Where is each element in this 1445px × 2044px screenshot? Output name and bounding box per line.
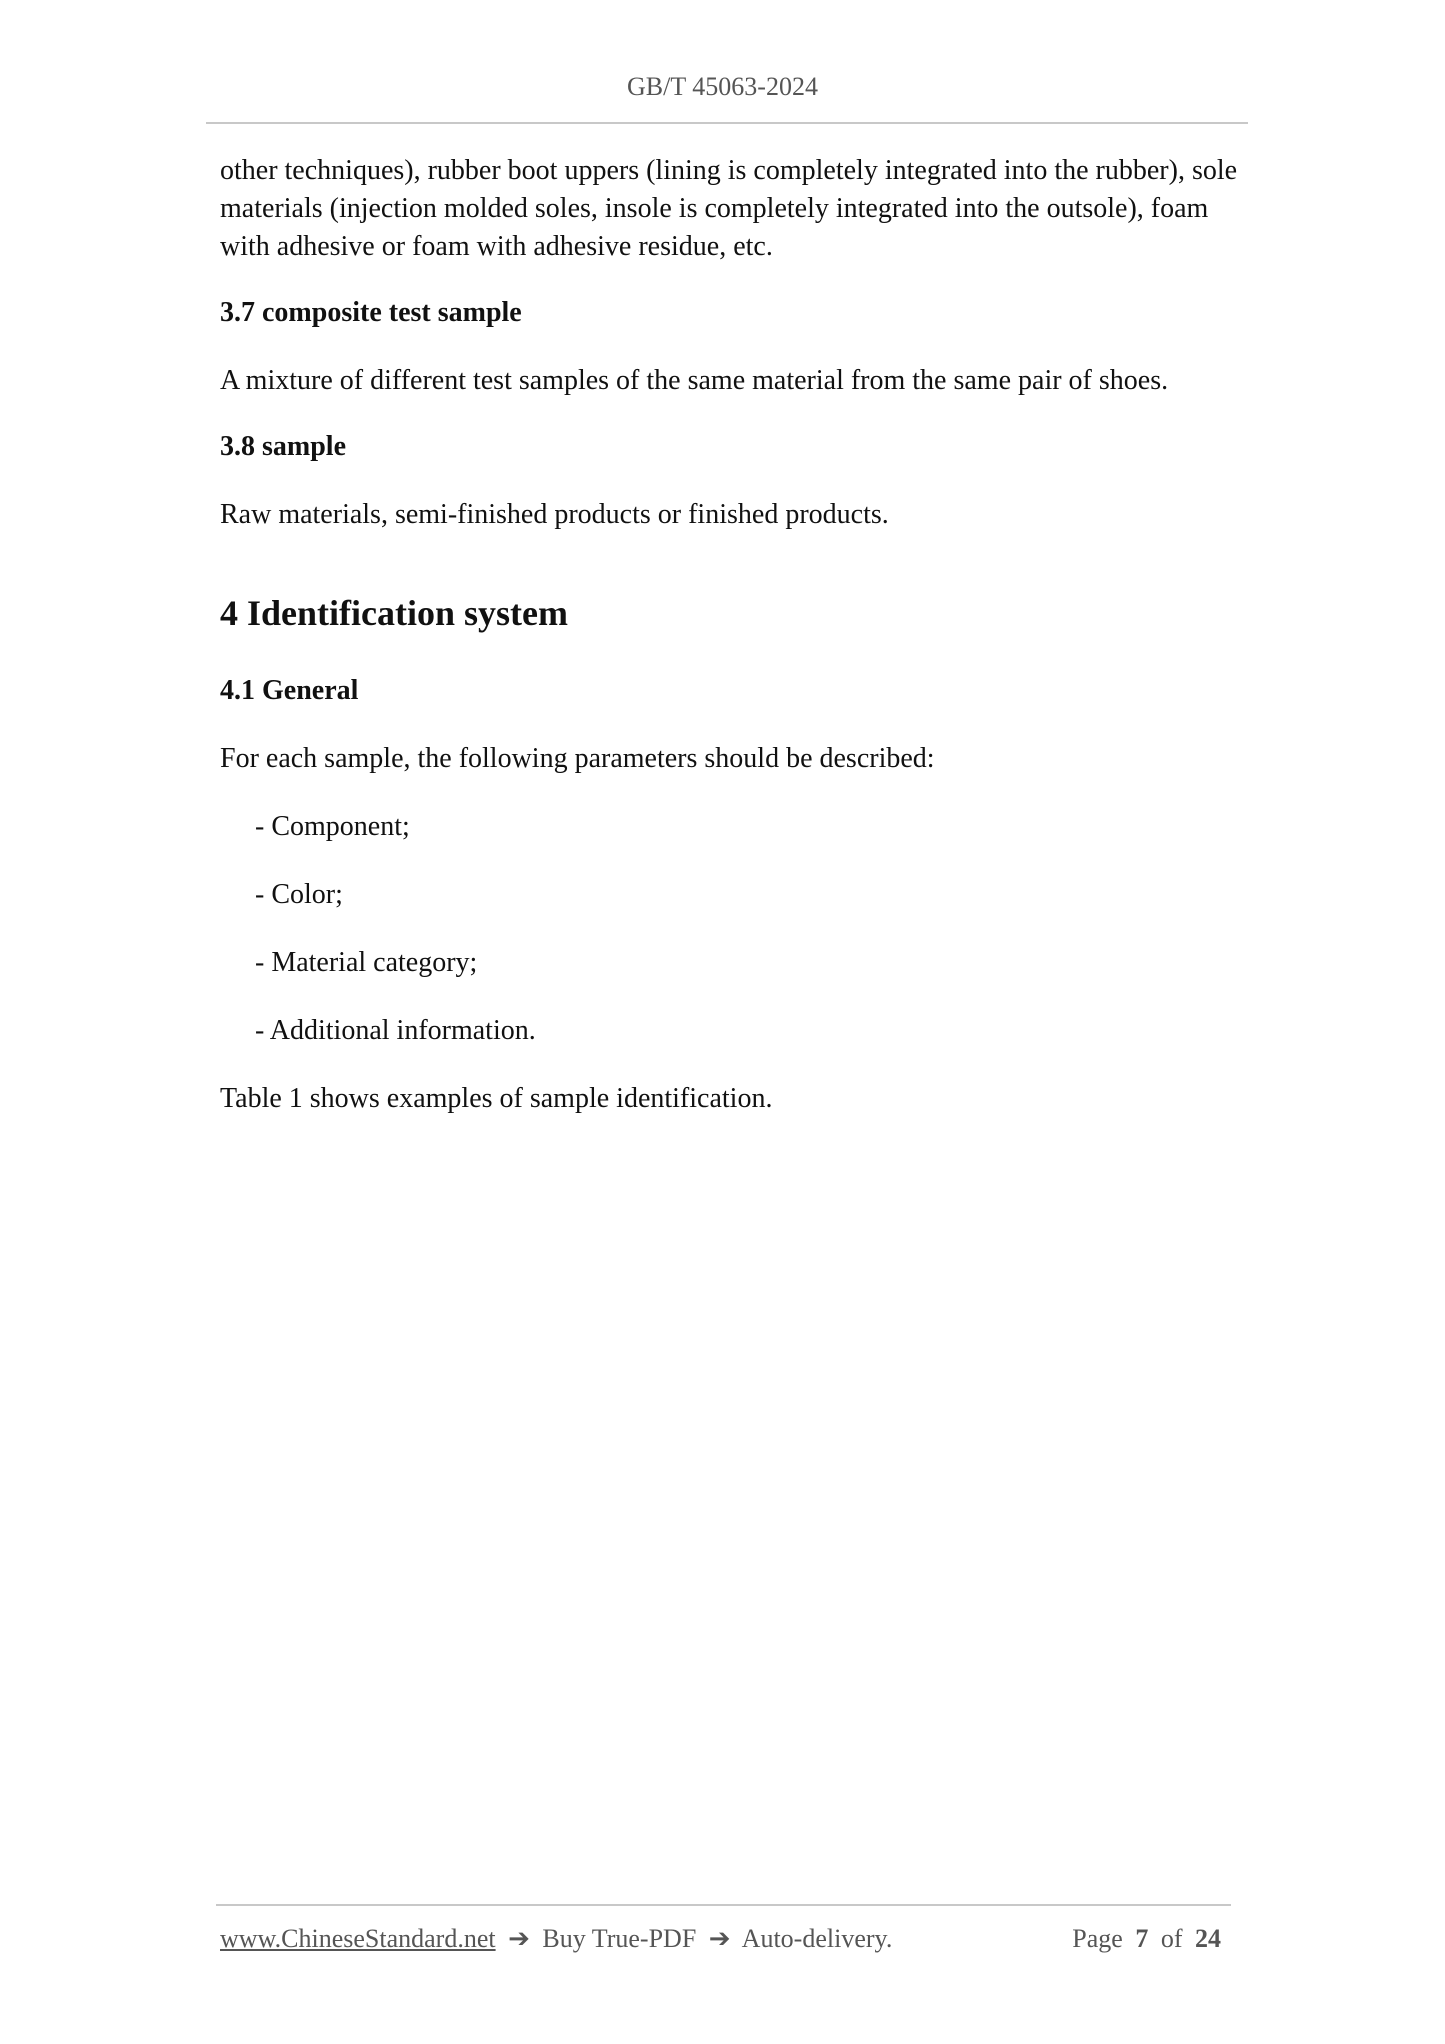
subsection-4-1-heading: 4.1 General <box>220 675 359 706</box>
buy-true-pdf-text: Buy True-PDF <box>542 1924 697 1953</box>
list-item: - Additional information. <box>255 1015 536 1046</box>
current-page-number: 7 <box>1135 1924 1149 1953</box>
footer-promo <box>220 1924 892 1954</box>
continuation-paragraph: other techniques), rubber boot uppers (lining is completely integrated into the rubber), sole materials (injection molded soles, insole is completely integrated into the outsole), foam with adhesive or foam with adhesive residue, etc. <box>220 155 1238 262</box>
list-item: - Material category; <box>255 947 478 978</box>
parameter-list <box>220 808 1240 1050</box>
right-arrow-icon: ➔ <box>508 1924 530 1953</box>
footer-divider <box>216 1904 1231 1906</box>
total-page-count: 24 <box>1195 1924 1221 1953</box>
right-arrow-icon: ➔ <box>708 1924 731 1953</box>
page-number <box>1072 1924 1227 1954</box>
section-4-heading: 4 Identification system <box>220 593 568 633</box>
of-label: of <box>1160 1924 1183 1953</box>
auto-delivery-text: Auto-delivery. <box>741 1924 893 1953</box>
table-reference-paragraph: Table 1 shows examples of sample identification. <box>220 1083 773 1114</box>
site-link[interactable]: www.ChineseStandard.net <box>220 1924 496 1953</box>
page-content <box>220 152 1240 1118</box>
header-divider <box>206 122 1248 124</box>
list-item: - Color; <box>255 879 343 910</box>
page-label: Page <box>1072 1924 1123 1953</box>
parameters-intro: For each sample, the following parameters should be described: <box>220 743 935 774</box>
term-3-7-definition: A mixture of different test samples of the same material from the same pair of shoes. <box>220 365 1169 396</box>
term-3-8-definition: Raw materials, semi-finished products or finished products. <box>220 499 889 530</box>
term-3-7-heading: 3.7 composite test sample <box>220 297 522 328</box>
list-item: - Component; <box>255 811 410 842</box>
term-3-8-heading: 3.8 sample <box>220 431 346 462</box>
document-code-header: GB/T 45063-2024 <box>627 72 818 101</box>
